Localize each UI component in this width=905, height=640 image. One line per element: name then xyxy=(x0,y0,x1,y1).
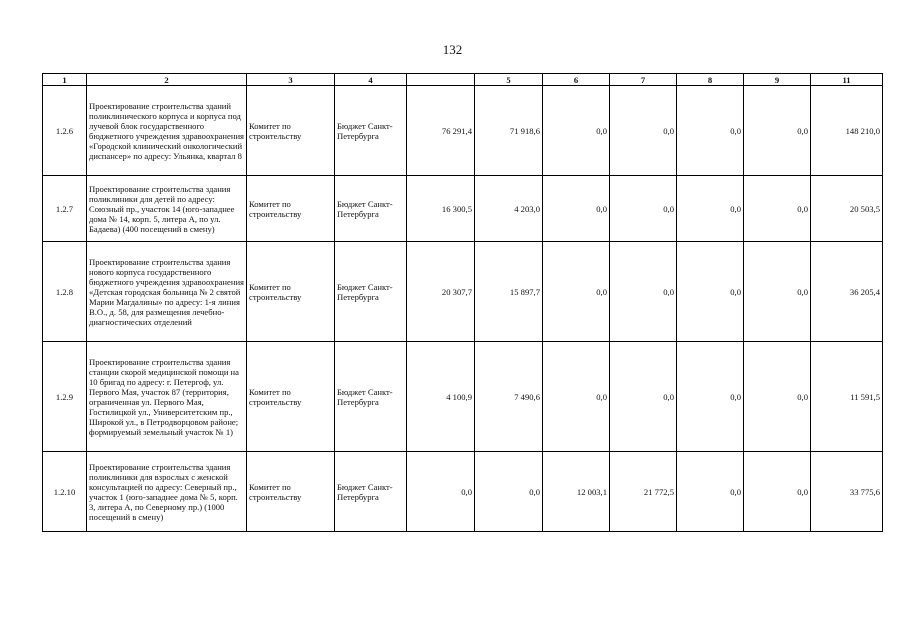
amount-cell: 0,0 xyxy=(543,86,610,176)
funding-source: Бюджет Санкт-Петербурга xyxy=(335,176,407,242)
table-row xyxy=(43,242,883,342)
total-cell: 148 210,0 xyxy=(811,86,883,176)
total-cell: 20 503,5 xyxy=(811,176,883,242)
amount-cell: 0,0 xyxy=(744,242,811,342)
row-number: 1.2.9 xyxy=(43,342,87,452)
project-title: Проектирование строительства здания поликлиники для детей по адресу: Союзный пр., участок 14 (юго-западнее дома № 14, корп. 5, литера А, по ул. Бадаева) (400 посещений в смену) xyxy=(87,176,247,242)
amount-cell: 0,0 xyxy=(677,176,744,242)
column-header: 4 xyxy=(335,74,407,86)
amount-cell: 0,0 xyxy=(677,342,744,452)
budget-table xyxy=(42,73,883,532)
amount-cell: 20 307,7 xyxy=(407,242,475,342)
amount-cell: 0,0 xyxy=(543,242,610,342)
executor: Комитет по строительству xyxy=(247,342,335,452)
table-row xyxy=(43,176,883,242)
table-row xyxy=(43,86,883,176)
total-cell: 11 591,5 xyxy=(811,342,883,452)
amount-cell: 0,0 xyxy=(610,242,677,342)
column-header: 2 xyxy=(87,74,247,86)
funding-source: Бюджет Санкт-Петербурга xyxy=(335,86,407,176)
column-header: 7 xyxy=(610,74,677,86)
amount-cell: 0,0 xyxy=(677,242,744,342)
amount-cell: 7 490,6 xyxy=(475,342,543,452)
amount-cell: 0,0 xyxy=(744,452,811,532)
amount-cell: 0,0 xyxy=(677,452,744,532)
funding-source: Бюджет Санкт-Петербурга xyxy=(335,242,407,342)
amount-cell: 0,0 xyxy=(677,86,744,176)
row-number: 1.2.10 xyxy=(43,452,87,532)
amount-cell: 0,0 xyxy=(744,86,811,176)
total-cell: 36 205,4 xyxy=(811,242,883,342)
amount-cell: 0,0 xyxy=(744,176,811,242)
column-header: 6 xyxy=(543,74,610,86)
amount-cell: 16 300,5 xyxy=(407,176,475,242)
row-number: 1.2.8 xyxy=(43,242,87,342)
project-title: Проектирование строительства зданий поликлинического корпуса и корпуса под лучевой блок государственного бюджетного учреждения здравоохранения «Городской клинический онкологический диспансер» по адресу: Ульянка, квартал 8 xyxy=(87,86,247,176)
amount-cell: 0,0 xyxy=(744,342,811,452)
amount-cell: 15 897,7 xyxy=(475,242,543,342)
column-header: 8 xyxy=(677,74,744,86)
amount-cell: 0,0 xyxy=(610,86,677,176)
amount-cell: 0,0 xyxy=(610,176,677,242)
executor: Комитет по строительству xyxy=(247,452,335,532)
amount-cell: 4 203,0 xyxy=(475,176,543,242)
funding-source: Бюджет Санкт-Петербурга xyxy=(335,342,407,452)
row-number: 1.2.7 xyxy=(43,176,87,242)
table-row xyxy=(43,342,883,452)
amount-cell: 0,0 xyxy=(407,452,475,532)
amount-cell: 4 100,9 xyxy=(407,342,475,452)
column-header: 3 xyxy=(247,74,335,86)
project-title: Проектирование строительства здания станции скорой медицинской помощи на 10 бригад по адресу: г. Петергоф, ул. Первого Мая, участок 87 (территория, ограниченная ул. Первого Мая, Гостилицкой ул., Университетским пр., Широкой ул., в Петродворцовом районе; формируемый земельный участок № 1) xyxy=(87,342,247,452)
total-cell: 33 775,6 xyxy=(811,452,883,532)
column-header: 11 xyxy=(811,74,883,86)
executor: Комитет по строительству xyxy=(247,242,335,342)
executor: Комитет по строительству xyxy=(247,86,335,176)
amount-cell: 71 918,6 xyxy=(475,86,543,176)
column-header: 1 xyxy=(43,74,87,86)
amount-cell: 0,0 xyxy=(543,176,610,242)
amount-cell: 0,0 xyxy=(475,452,543,532)
table-row xyxy=(43,452,883,532)
amount-cell: 12 003,1 xyxy=(543,452,610,532)
executor: Комитет по строительству xyxy=(247,176,335,242)
header-row xyxy=(43,74,883,86)
column-header: 9 xyxy=(744,74,811,86)
amount-cell: 0,0 xyxy=(543,342,610,452)
page-number: 132 xyxy=(442,42,463,57)
amount-cell: 76 291,4 xyxy=(407,86,475,176)
amount-cell: 0,0 xyxy=(610,342,677,452)
project-title: Проектирование строительства здания поликлиники для взрослых с женской консультацией по адресу: Северный пр., участок 1 (юго-западнее дома № 5, корп. 3, литера А, по Северному пр.) (1000 посещений в смену) xyxy=(87,452,247,532)
row-number: 1.2.6 xyxy=(43,86,87,176)
project-title: Проектирование строительства здания нового корпуса государственного бюджетного учреждения здравоохранения «Детская городская больница № 2 святой Марии Магдалины» по адресу: 1-я линия В.О., д. 58, для размещения лечебно-диагностических отделений xyxy=(87,242,247,342)
amount-cell: 21 772,5 xyxy=(610,452,677,532)
column-header: 5 xyxy=(475,74,543,86)
funding-source: Бюджет Санкт-Петербурга xyxy=(335,452,407,532)
column-header xyxy=(407,74,475,86)
